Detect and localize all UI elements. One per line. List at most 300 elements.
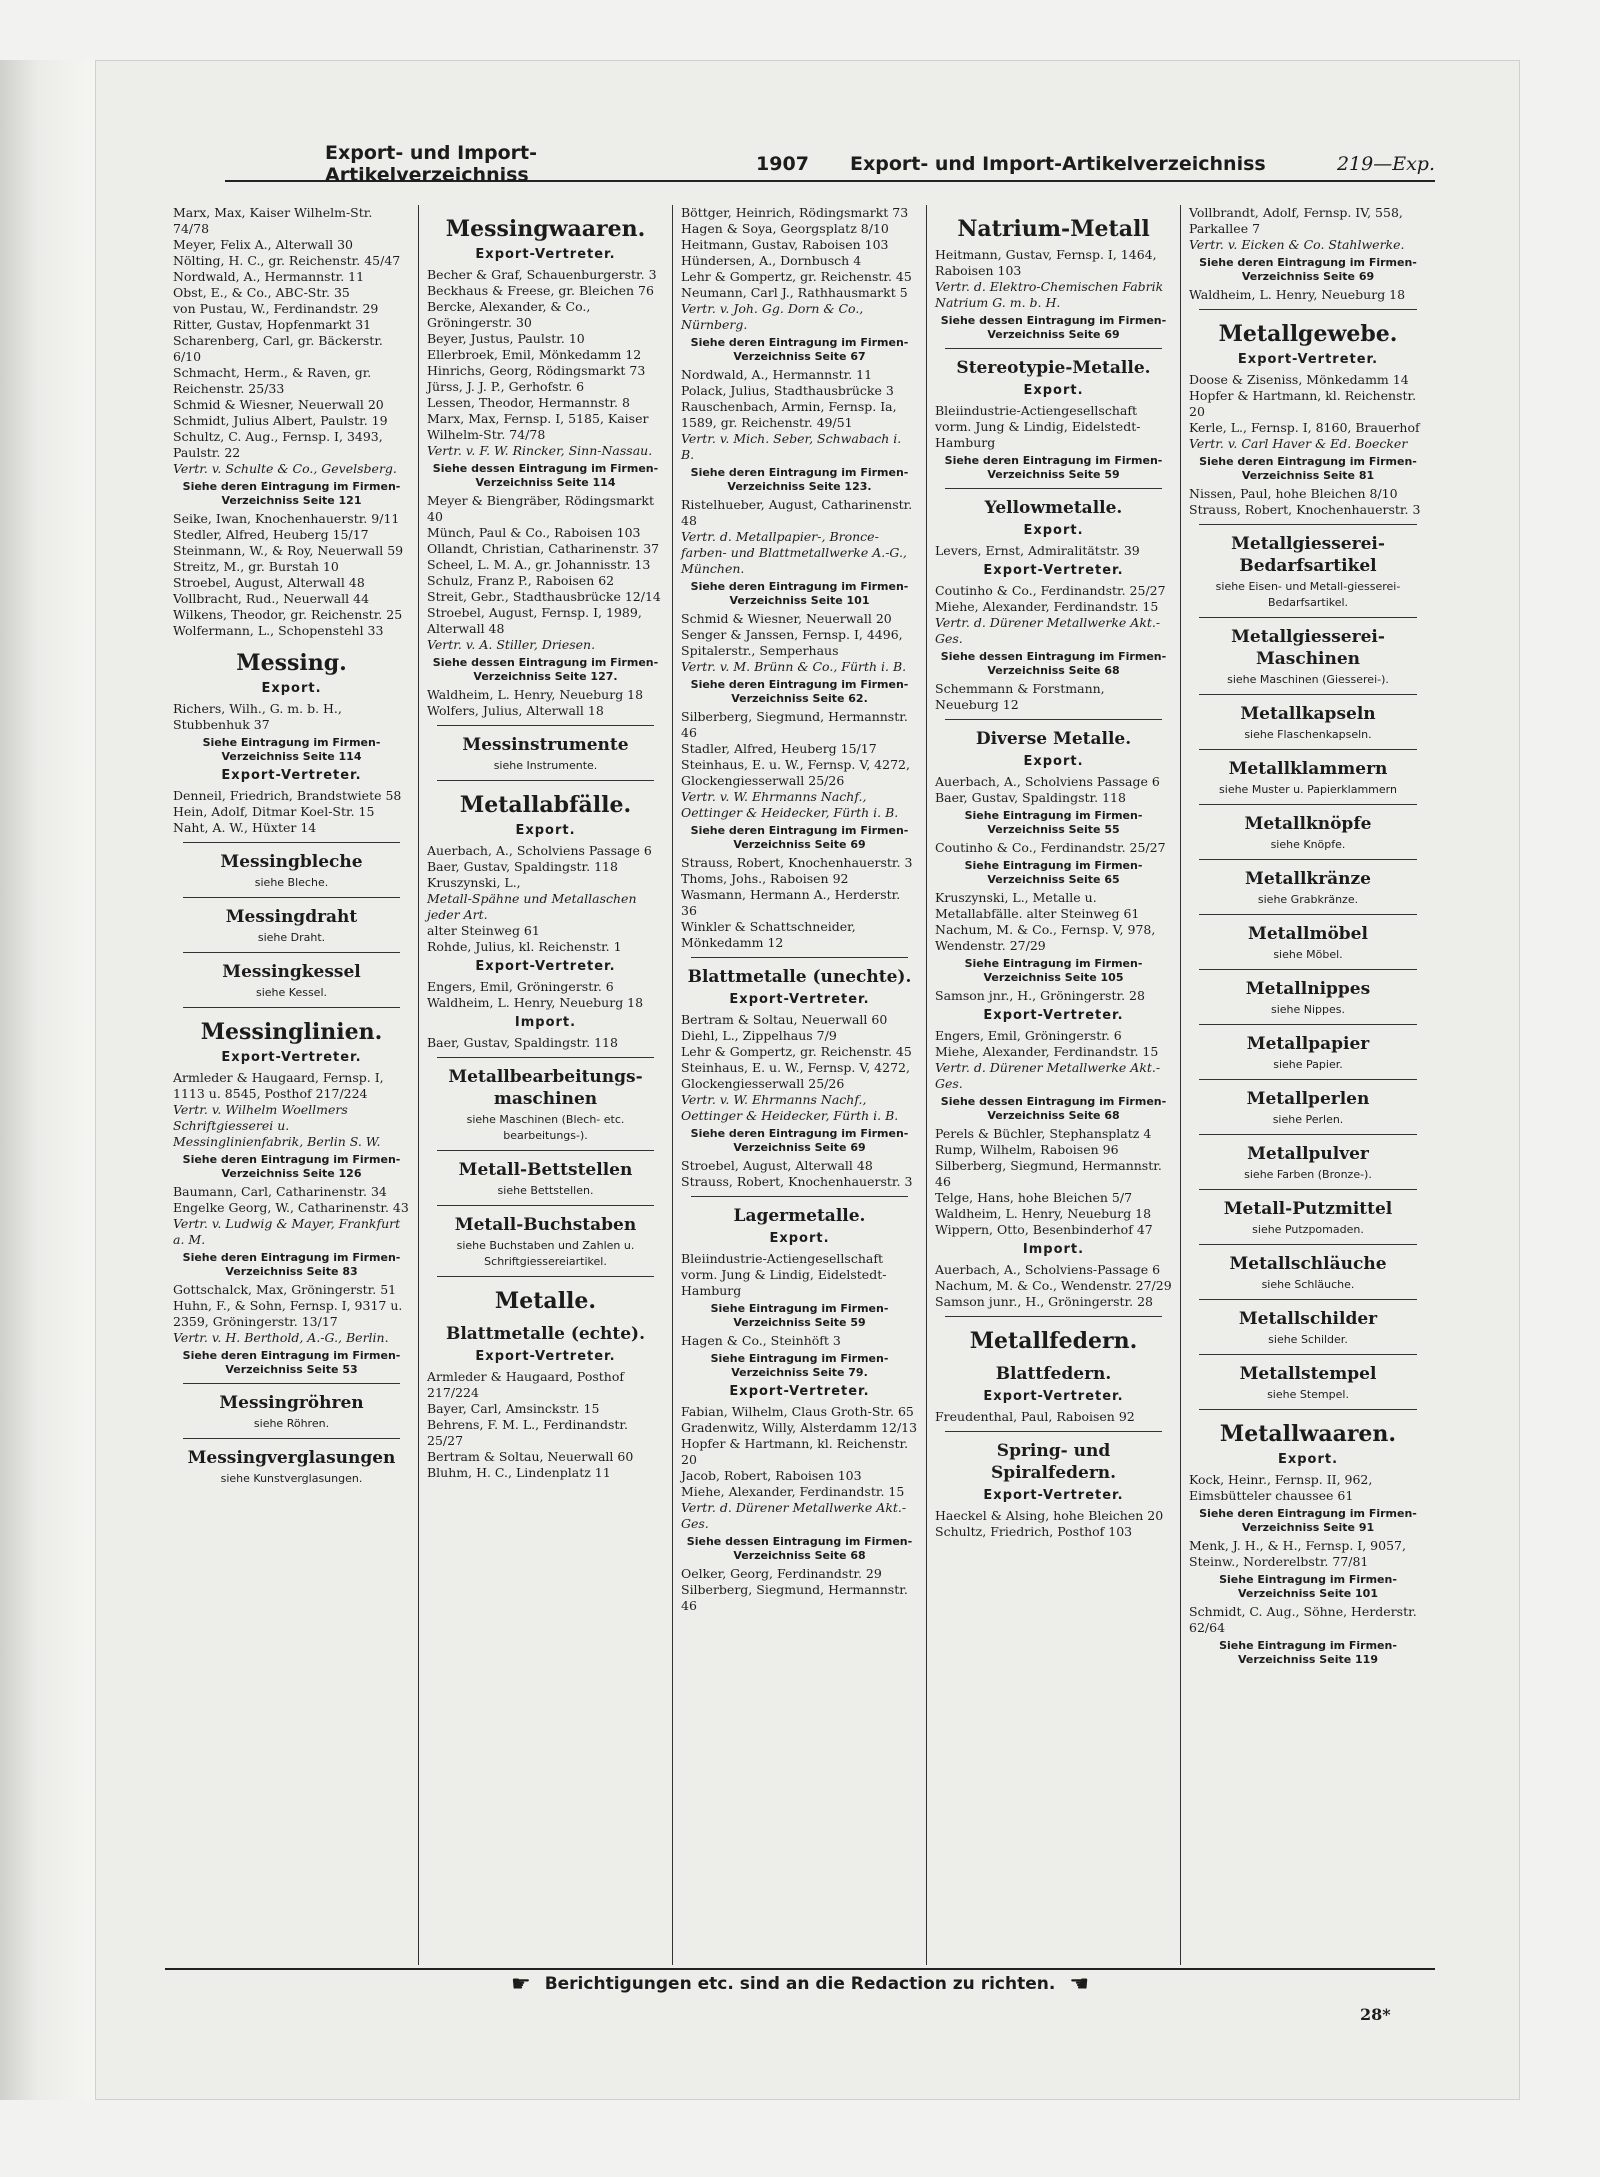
column-1 — [165, 205, 419, 1965]
category-heading: Natrium-Metall — [957, 216, 1150, 242]
cross-reference-note: Siehe deren Eintragung im Firmen-Verzeichniss Seite 126 — [182, 1153, 401, 1180]
directory-entry: Haeckel & Alsing, hohe Bleichen 20 — [935, 1508, 1164, 1523]
cross-reference-note: Siehe deren Eintragung im Firmen-Verzeichniss Seite 91 — [1199, 1507, 1417, 1534]
representation-note: Vertr. v. H. Berthold, A.-G., Berlin. — [173, 1330, 389, 1345]
directory-entry: Hündersen, A., Dornbusch 4 — [681, 253, 862, 268]
representation-note: Vertr. v. A. Stiller, Driesen. — [427, 637, 596, 652]
directory-entry: Freudenthal, Paul, Raboisen 92 — [935, 1409, 1135, 1424]
directory-entry: von Pustau, W., Ferdinandstr. 29 — [173, 301, 379, 316]
see-also-note: siehe Knöpfe. — [1270, 838, 1346, 851]
see-also-note: siehe Instrumente. — [493, 759, 598, 772]
directory-entry: Doose & Ziseniss, Mönkedamm 14 — [1189, 372, 1409, 387]
section-label: Export. — [515, 823, 576, 838]
category-subheading: Messinstrumente — [462, 735, 629, 755]
category-heading: Messing. — [236, 650, 347, 676]
footer-note: Berichtigungen etc. sind an die Redaction zu richten. — [544, 1974, 1056, 1994]
section-label: Export-Vertreter. — [983, 563, 1124, 578]
directory-entry: Lessen, Theodor, Hermannstr. 8 — [427, 395, 630, 410]
directory-entry: Schultz, Friedrich, Posthof 103 — [935, 1524, 1133, 1539]
directory-entry: Heitmann, Gustav, Fernsp. I, 1464, Raboisen 103 — [935, 247, 1157, 278]
column-2 — [419, 205, 673, 1965]
category-subheading: Messingdraht — [225, 907, 358, 927]
category-heading: Metalle. — [494, 1288, 597, 1314]
cross-reference-note: Siehe deren Eintragung im Firmen-Verzeichniss Seite 81 — [1199, 455, 1417, 482]
cross-reference-note: Siehe dessen Eintragung im Firmen-Verzeichniss Seite 68 — [940, 1095, 1167, 1122]
representation-note: Vertr. d. Metallpapier-, Bronce-farben- und Blattmetallwerke A.-G., München. — [681, 529, 907, 576]
category-subheading: Yellowmetalle. — [984, 498, 1123, 518]
category-subheading: Metallgiesserei-Maschinen — [1231, 627, 1385, 669]
directory-entry: Bertram & Soltau, Neuerwall 60 — [427, 1449, 634, 1464]
section-divider — [183, 952, 400, 953]
see-also-note: siehe Grabkränze. — [1257, 893, 1359, 906]
directory-entry: alter Steinweg 61 — [427, 923, 540, 938]
directory-entry: Seike, Iwan, Knochenhauerstr. 9/11 — [173, 511, 400, 526]
directory-entry: Rohde, Julius, kl. Reichenstr. 1 — [427, 939, 622, 954]
directory-entry: Streitz, M., gr. Burstah 10 — [173, 559, 339, 574]
representation-note: Vertr. v. Joh. Gg. Dorn & Co., Nürnberg. — [681, 301, 864, 332]
section-divider — [1199, 859, 1417, 860]
category-subheading: Blattmetalle (unechte). — [687, 967, 912, 987]
directory-entry: Denneil, Friedrich, Brandstwiete 58 — [173, 788, 402, 803]
section-divider — [1199, 694, 1417, 695]
category-subheading: Metallkränze — [1245, 869, 1371, 889]
directory-entry: Wippern, Otto, Besenbinderhof 47 — [935, 1222, 1153, 1237]
directory-entry: Auerbach, A., Scholviens Passage 6 — [935, 774, 1160, 789]
section-divider — [183, 1438, 400, 1439]
cross-reference-note: Siehe deren Eintragung im Firmen-Verzeichniss Seite 62. — [690, 678, 909, 705]
section-divider — [1199, 1409, 1417, 1410]
directory-entry: Polack, Julius, Stadthausbrücke 3 — [681, 383, 894, 398]
directory-entry: Bercke, Alexander, & Co., Gröningerstr. 30 — [427, 299, 591, 330]
see-also-note: siehe Schläuche. — [1261, 1278, 1355, 1291]
header-right-title: Export- und Import-Artikelverzeichniss — [850, 153, 1266, 175]
section-divider — [945, 1431, 1162, 1432]
representation-note: Vertr. v. W. Ehrmanns Nachf., Oettinger & Heidecker, Fürth i. B. — [681, 1092, 899, 1123]
section-divider — [437, 1150, 654, 1151]
section-divider — [183, 1007, 400, 1008]
section-label: Export-Vertreter. — [983, 1389, 1124, 1404]
directory-entry: Schmid & Wiesner, Neuerwall 20 — [681, 611, 892, 626]
section-divider — [945, 348, 1162, 349]
category-subheading: Metall-Putzmittel — [1223, 1199, 1393, 1219]
see-also-note: siehe Draht. — [257, 931, 326, 944]
category-heading: Metallabfälle. — [459, 792, 632, 818]
directory-entry: Lehr & Gompertz, gr. Reichenstr. 45 — [681, 1044, 912, 1059]
representation-note: Vertr. v. W. Ehrmanns Nachf., Oettinger & Heidecker, Fürth i. B. — [681, 789, 899, 820]
directory-entry: Schulz, Franz P., Raboisen 62 — [427, 573, 615, 588]
representation-note: Vertr. v. Mich. Seber, Schwabach i. B. — [681, 431, 902, 462]
directory-entry: Oelker, Georg, Ferdinandstr. 29 — [681, 1566, 882, 1581]
category-subheading: Metall-Bettstellen — [458, 1160, 633, 1180]
directory-entry: Armleder & Haugaard, Posthof 217/224 — [427, 1369, 625, 1400]
category-subheading: Lagermetalle. — [733, 1206, 866, 1226]
directory-entry: Neumann, Carl J., Rathhausmarkt 5 — [681, 285, 908, 300]
representation-note: Vertr. v. Eicken & Co. Stahlwerke. — [1189, 237, 1405, 252]
representation-note: Vertr. d. Dürener Metallwerke Akt.-Ges. — [935, 615, 1161, 646]
see-also-note: siehe Kunstverglasungen. — [220, 1472, 363, 1485]
directory-entry: Schmacht, Herm., & Raven, gr. Reichenstr. 25/33 — [173, 365, 372, 396]
directory-entry: Baer, Gustav, Spaldingstr. 118 — [427, 1035, 618, 1050]
cross-reference-note: Siehe dessen Eintragung im Firmen-Verzeichniss Seite 69 — [940, 314, 1167, 341]
cross-reference-note: Siehe Eintragung im Firmen-Verzeichniss Seite 65 — [964, 859, 1143, 886]
directory-entry: Kerle, L., Fernsp. I, 8160, Brauerhof — [1189, 420, 1420, 435]
cross-reference-note: Siehe deren Eintragung im Firmen-Verzeichniss Seite 59 — [944, 454, 1163, 481]
section-divider — [945, 719, 1162, 720]
cross-reference-note: Siehe dessen Eintragung im Firmen-Verzeichniss Seite 127. — [432, 656, 659, 683]
pointing-hand-left-icon: ☚ — [1069, 1971, 1090, 1997]
section-divider — [437, 1276, 654, 1277]
directory-entry: Nissen, Paul, hohe Bleichen 8/10 — [1189, 486, 1398, 501]
category-subheading: Metallperlen — [1246, 1089, 1370, 1109]
section-divider — [691, 957, 908, 958]
directory-entry: Beckhaus & Freese, gr. Bleichen 76 — [427, 283, 654, 298]
see-also-note: siehe Buchstaben und Zahlen u. Schriftgiessereiartikel. — [456, 1239, 635, 1268]
section-divider — [1199, 309, 1417, 310]
representation-note: Vertr. v. Schulte & Co., Gevelsberg. — [173, 461, 397, 476]
cross-reference-note: Siehe dessen Eintragung im Firmen-Verzeichniss Seite 68 — [686, 1535, 913, 1562]
directory-entry: Bluhm, H. C., Lindenplatz 11 — [427, 1465, 611, 1480]
section-label: Export-Vertreter. — [475, 247, 616, 262]
section-divider — [1199, 1354, 1417, 1355]
representation-note: Vertr. d. Dürener Metallwerke Akt.-Ges. — [681, 1500, 907, 1531]
directory-entry: Silberberg, Siegmund, Hermannstr. 46 — [681, 709, 908, 740]
section-label: Export-Vertreter. — [221, 1050, 362, 1065]
section-divider — [1199, 617, 1417, 618]
directory-entry: Bleiindustrie-Actiengesellschaft vorm. Jung & Lindig, Eidelstedt-Hamburg — [935, 403, 1141, 450]
directory-entry: Naht, A. W., Hüxter 14 — [173, 820, 317, 835]
directory-entry: Engers, Emil, Gröningerstr. 6 — [935, 1028, 1122, 1043]
directory-entry: Beyer, Justus, Paulstr. 10 — [427, 331, 585, 346]
directory-entry: Armleder & Haugaard, Fernsp. I, 1113 u. 8545, Posthof 217/224 — [173, 1070, 384, 1101]
directory-entry: Gottschalck, Max, Gröningerstr. 51 — [173, 1282, 397, 1297]
category-subheading: Metallpapier — [1246, 1034, 1370, 1054]
directory-entry: Behrens, F. M. L., Ferdinandstr. 25/27 — [427, 1417, 628, 1448]
directory-entry: Ellerbroek, Emil, Mönkedamm 12 — [427, 347, 642, 362]
directory-entry: Kruszynski, L., — [427, 875, 521, 890]
section-divider — [1199, 1244, 1417, 1245]
directory-entry: Auerbach, A., Scholviens Passage 6 — [427, 843, 652, 858]
directory-entry: Thoms, Johs., Raboisen 92 — [681, 871, 849, 886]
header-left-title: Export- und Import-Artikelverzeichniss — [325, 142, 537, 186]
directory-entry: Miehe, Alexander, Ferdinandstr. 15 — [681, 1484, 905, 1499]
category-subheading: Messingkessel — [222, 962, 361, 982]
directory-entry: Strauss, Robert, Knochenhauerstr. 3 — [681, 855, 913, 870]
section-label: Export-Vertreter. — [221, 768, 362, 783]
directory-entry: Nachum, M. & Co., Wendenstr. 27/29 — [935, 1278, 1172, 1293]
section-divider — [1199, 749, 1417, 750]
see-also-note: siehe Schilder. — [1268, 1333, 1348, 1346]
cross-reference-note: Siehe Eintragung im Firmen-Verzeichniss Seite 79. — [710, 1352, 889, 1379]
section-divider — [945, 488, 1162, 489]
cross-reference-note: Siehe deren Eintragung im Firmen-Verzeichniss Seite 83 — [182, 1251, 401, 1278]
section-divider — [437, 780, 654, 781]
directory-entry: Menk, J. H., & H., Fernsp. I, 9057, Steinw., Norderelbstr. 77/81 — [1189, 1538, 1406, 1569]
header-year: 1907 — [756, 153, 809, 175]
directory-entry: Steinhaus, E. u. W., Fernsp. V, 4272, Glockengiesserwall 25/26 — [681, 757, 910, 788]
directory-entry: Hagen & Soya, Georgsplatz 8/10 — [681, 221, 889, 236]
directory-entry: Wolfermann, L., Schopenstehl 33 — [173, 623, 384, 638]
section-label: Import. — [514, 1015, 577, 1030]
directory-entry: Bleiindustrie-Actiengesellschaft vorm. Jung & Lindig, Eidelstedt-Hamburg — [681, 1251, 887, 1298]
directory-entry: Meyer & Biengräber, Rödingsmarkt 40 — [427, 493, 654, 524]
book-spine — [0, 60, 97, 2100]
directory-entry: Steinhaus, E. u. W., Fernsp. V, 4272, Glockengiesserwall 25/26 — [681, 1060, 910, 1091]
cross-reference-note: Siehe dessen Eintragung im Firmen-Verzeichniss Seite 114 — [432, 462, 659, 489]
cross-reference-note: Siehe Eintragung im Firmen-Verzeichniss Seite 119 — [1219, 1639, 1397, 1666]
category-subheading: Metallstempel — [1239, 1364, 1377, 1384]
directory-entry: Samson jnr., H., Gröningerstr. 28 — [935, 988, 1145, 1003]
representation-note: Metall-Spähne und Metallaschen jeder Art. — [427, 891, 637, 922]
section-divider — [691, 1196, 908, 1197]
representation-note: Vertr. v. F. W. Rincker, Sinn-Nassau. — [427, 443, 653, 458]
directory-entry: Silberberg, Siegmund, Hermannstr. 46 — [935, 1158, 1162, 1189]
see-also-note: siehe Stempel. — [1267, 1388, 1349, 1401]
directory-entry: Wilkens, Theodor, gr. Reichenstr. 25 — [173, 607, 403, 622]
section-divider — [1199, 1079, 1417, 1080]
directory-entry: Hopfer & Hartmann, kl. Reichenstr. 20 — [1189, 388, 1417, 419]
directory-entry: Schmidt, C. Aug., Söhne, Herderstr. 62/64 — [1189, 1604, 1417, 1635]
see-also-note: siehe Nippes. — [1270, 1003, 1346, 1016]
section-divider — [1199, 804, 1417, 805]
section-divider — [1199, 914, 1417, 915]
column-4 — [927, 205, 1181, 1965]
cross-reference-note: Siehe deren Eintragung im Firmen-Verzeichniss Seite 69 — [690, 1127, 909, 1154]
category-heading: Metallfedern. — [969, 1328, 1138, 1354]
directory-entry: Coutinho & Co., Ferdinandstr. 25/27 — [935, 840, 1166, 855]
directory-entry: Hopfer & Hartmann, kl. Reichenstr. 20 — [681, 1436, 909, 1467]
category-subheading: Metallpulver — [1247, 1144, 1369, 1164]
category-heading: Metallwaaren. — [1219, 1421, 1397, 1447]
section-divider — [183, 842, 400, 843]
directory-entry: Wolfers, Julius, Alterwall 18 — [427, 703, 604, 718]
directory-entry: Hinrichs, Georg, Rödingsmarkt 73 — [427, 363, 646, 378]
column-5 — [1181, 205, 1435, 1965]
directory-entry: Waldheim, L. Henry, Neueburg 18 — [1189, 287, 1406, 302]
directory-entry: Lehr & Gompertz, gr. Reichenstr. 45 — [681, 269, 912, 284]
section-divider — [1199, 1134, 1417, 1135]
category-heading: Metallgewebe. — [1218, 321, 1398, 347]
category-subheading: Messingbleche — [220, 852, 363, 872]
section-label: Export. — [1023, 754, 1084, 769]
see-also-note: siehe Perlen. — [1272, 1113, 1344, 1126]
category-subheading: Blattfedern. — [995, 1364, 1112, 1384]
section-label: Export-Vertreter. — [475, 1349, 616, 1364]
cross-reference-note: Siehe deren Eintragung im Firmen-Verzeichniss Seite 69 — [1199, 256, 1417, 283]
directory-entry: Kruszynski, L., Metalle u. Metallabfälle. alter Steinweg 61 — [935, 890, 1140, 921]
directory-entry: Diehl, L., Zippelhaus 7/9 — [681, 1028, 837, 1043]
cross-reference-note: Siehe deren Eintragung im Firmen-Verzeichniss Seite 53 — [182, 1349, 401, 1376]
category-subheading: Metallkapseln — [1240, 704, 1376, 724]
directory-entry: Baer, Gustav, Spaldingstr. 118 — [935, 790, 1126, 805]
directory-entry: Engelke Georg, W., Catharinenstr. 43 — [173, 1200, 409, 1215]
see-also-note: siehe Putzpomaden. — [1252, 1223, 1364, 1236]
cross-reference-note: Siehe deren Eintragung im Firmen-Verzeichniss Seite 67 — [690, 336, 909, 363]
directory-entry: Nölting, H. C., gr. Reichenstr. 45/47 — [173, 253, 401, 268]
cross-reference-note: Siehe Eintragung im Firmen-Verzeichniss Seite 59 — [710, 1302, 889, 1329]
section-label: Export-Vertreter. — [729, 1384, 870, 1399]
category-subheading: Metall-Buchstaben — [454, 1215, 637, 1235]
directory-entry: Nordwald, A., Hermannstr. 11 — [173, 269, 365, 284]
cross-reference-note: Siehe deren Eintragung im Firmen-Verzeichniss Seite 69 — [690, 824, 909, 851]
directory-entry: Kock, Heinr., Fernsp. II, 962, Eimsbütteler chaussee 61 — [1189, 1472, 1373, 1503]
representation-note: Vertr. v. Ludwig & Mayer, Frankfurt a. M. — [173, 1216, 401, 1247]
directory-entry: Gradenwitz, Willy, Alsterdamm 12/13 — [681, 1420, 918, 1435]
category-subheading: Metallschilder — [1238, 1309, 1378, 1329]
header-page-ref: 219—Exp. — [1336, 153, 1435, 175]
page-footer — [165, 1968, 1435, 1998]
see-also-note: siehe Muster u. Papierklammern — [1219, 783, 1397, 796]
directory-entry: Strauss, Robert, Knochenhauerstr. 3 — [681, 1174, 913, 1189]
directory-entry: Waldheim, L. Henry, Neueburg 18 — [427, 995, 644, 1010]
section-divider — [437, 1205, 654, 1206]
section-divider — [1199, 1299, 1417, 1300]
directory-entry: Stroebel, August, Alterwall 48 — [173, 575, 365, 590]
directory-entry: Rauschenbach, Armin, Fernsp. Ia, 1589, gr. Reichenstr. 49/51 — [681, 399, 897, 430]
directory-entry: Miehe, Alexander, Ferdinandstr. 15 — [935, 599, 1159, 614]
directory-entry: Meyer, Felix A., Alterwall 30 — [173, 237, 354, 252]
cross-reference-note: Siehe Eintragung im Firmen-Verzeichniss Seite 105 — [964, 957, 1143, 984]
category-subheading: Stereotypie-Metalle. — [956, 358, 1151, 378]
category-subheading: Blattmetalle (echte). — [445, 1324, 646, 1344]
category-subheading: Diverse Metalle. — [975, 729, 1132, 749]
directory-entry: Stadler, Alfred, Heuberg 15/17 — [681, 741, 877, 756]
category-subheading: Metallschläuche — [1229, 1254, 1387, 1274]
directory-entry: Schultz, C. Aug., Fernsp. I, 3493, Paulstr. 22 — [173, 429, 383, 460]
see-also-note: siehe Flaschenkapseln. — [1244, 728, 1372, 741]
directory-entry: Rump, Wilhelm, Raboisen 96 — [935, 1142, 1119, 1157]
cross-reference-note: Siehe Eintragung im Firmen-Verzeichniss Seite 55 — [964, 809, 1143, 836]
directory-entry: Jürss, J. J. P., Gerhofstr. 6 — [427, 379, 585, 394]
directory-entry: Vollbrandt, Adolf, Fernsp. IV, 558, Parkallee 7 — [1189, 205, 1403, 236]
see-also-note: siehe Maschinen (Blech- etc. bearbeitungs-). — [466, 1113, 625, 1142]
section-label: Export. — [261, 681, 322, 696]
section-divider — [1199, 969, 1417, 970]
category-subheading: Metallklammern — [1228, 759, 1388, 779]
see-also-note: siehe Papier. — [1273, 1058, 1343, 1071]
directory-entry: Wasmann, Hermann A., Herderstr. 36 — [681, 887, 901, 918]
directory-entry: Baumann, Carl, Catharinenstr. 34 — [173, 1184, 387, 1199]
category-subheading: Metallknöpfe — [1244, 814, 1372, 834]
section-label: Export-Vertreter. — [983, 1008, 1124, 1023]
directory-entry: Bertram & Soltau, Neuerwall 60 — [681, 1012, 888, 1027]
page-number: 28* — [1360, 2005, 1391, 2024]
section-divider — [437, 725, 654, 726]
directory-entry: Böttger, Heinrich, Rödingsmarkt 73 — [681, 205, 909, 220]
directory-entry: Heitmann, Gustav, Raboisen 103 — [681, 237, 889, 252]
category-subheading: Messingverglasungen — [187, 1448, 396, 1468]
directory-entry: Huhn, F., & Sohn, Fernsp. I, 9317 u. 2359, Gröningerstr. 13/17 — [173, 1298, 403, 1329]
section-divider — [1199, 1189, 1417, 1190]
directory-entry: Strauss, Robert, Knochenhauerstr. 3 — [1189, 502, 1421, 517]
section-divider — [437, 1057, 654, 1058]
category-subheading: Metallgiesserei-Bedarfsartikel — [1231, 534, 1385, 576]
section-divider — [945, 1316, 1162, 1317]
see-also-note: siehe Farben (Bronze-). — [1244, 1168, 1372, 1181]
category-subheading: Metallmöbel — [1248, 924, 1368, 944]
directory-entry: Ollandt, Christian, Catharinenstr. 37 — [427, 541, 660, 556]
directory-entry: Hein, Adolf, Ditmar Koel-Str. 15 — [173, 804, 375, 819]
directory-entry: Winkler & Schattschneider, Mönkedamm 12 — [681, 919, 856, 950]
section-label: Export. — [1023, 383, 1084, 398]
directory-entry: Perels & Büchler, Stephansplatz 4 — [935, 1126, 1152, 1141]
directory-entry: Senger & Janssen, Fernsp. I, 4496, Spitalerstr., Semperhaus — [681, 627, 903, 658]
cross-reference-note: Siehe Eintragung im Firmen-Verzeichniss Seite 101 — [1219, 1573, 1397, 1600]
section-label: Export-Vertreter. — [729, 992, 870, 1007]
section-label: Export. — [769, 1231, 830, 1246]
category-subheading: Spring- und Spiralfedern. — [990, 1441, 1117, 1483]
directory-entry: Waldheim, L. Henry, Neueburg 18 — [935, 1206, 1152, 1221]
directory-entry: Schmid & Wiesner, Neuerwall 20 — [173, 397, 384, 412]
see-also-note: siehe Röhren. — [253, 1417, 330, 1430]
directory-entry: Vollbracht, Rud., Neuerwall 44 — [173, 591, 370, 606]
page-header — [225, 142, 1435, 186]
section-label: Export-Vertreter. — [983, 1488, 1124, 1503]
directory-entry: Stroebel, August, Alterwall 48 — [681, 1158, 873, 1173]
directory-entry: Richers, Wilh., G. m. b. H., Stubbenhuk 37 — [173, 701, 342, 732]
directory-entry: Auerbach, A., Scholviens-Passage 6 — [935, 1262, 1161, 1277]
directory-entry: Münch, Paul & Co., Raboisen 103 — [427, 525, 641, 540]
category-heading: Messinglinien. — [200, 1019, 383, 1045]
directory-entry: Schmidt, Julius Albert, Paulstr. 19 — [173, 413, 388, 428]
directory-entry: Bayer, Carl, Amsinckstr. 15 — [427, 1401, 600, 1416]
section-label: Export. — [1023, 523, 1084, 538]
cross-reference-note: Siehe Eintragung im Firmen-Verzeichniss Seite 114 — [202, 736, 381, 763]
directory-entry: Steinmann, W., & Roy, Neuerwall 59 — [173, 543, 404, 558]
directory-entry: Marx, Max, Fernsp. I, 5185, Kaiser Wilhelm-Str. 74/78 — [427, 411, 649, 442]
cross-reference-note: Siehe dessen Eintragung im Firmen-Verzeichniss Seite 68 — [940, 650, 1167, 677]
directory-entry: Becher & Graf, Schauenburgerstr. 3 — [427, 267, 657, 282]
cross-reference-note: Siehe deren Eintragung im Firmen-Verzeichniss Seite 123. — [690, 466, 909, 493]
section-divider — [1199, 524, 1417, 525]
cross-reference-note: Siehe deren Eintragung im Firmen-Verzeichniss Seite 101 — [690, 580, 909, 607]
directory-entry: Scharenberg, Carl, gr. Bäckerstr. 6/10 — [173, 333, 383, 364]
see-also-note: siehe Kessel. — [255, 986, 327, 999]
section-label: Import. — [1022, 1242, 1085, 1257]
directory-entry: Ristelhueber, August, Catharinenstr. 48 — [681, 497, 913, 528]
see-also-note: siehe Möbel. — [1273, 948, 1343, 961]
representation-note: Vertr. v. Wilhelm Woellmers Schriftgiesserei u. Messinglinienfabrik, Berlin S. W. — [173, 1102, 381, 1149]
directory-entry: Jacob, Robert, Raboisen 103 — [681, 1468, 862, 1483]
directory-entry: Nordwald, A., Hermannstr. 11 — [681, 367, 873, 382]
directory-entry: Hagen & Co., Steinhöft 3 — [681, 1333, 841, 1348]
category-heading: Messingwaaren. — [445, 216, 646, 242]
column-3 — [673, 205, 927, 1965]
directory-entry: Obst, E., & Co., ABC-Str. 35 — [173, 285, 350, 300]
section-label: Export-Vertreter. — [1237, 352, 1379, 367]
directory-entry: Telge, Hans, hohe Bleichen 5/7 — [935, 1190, 1133, 1205]
see-also-note: siehe Maschinen (Giesserei-). — [1227, 673, 1389, 686]
directory-entry: Marx, Max, Kaiser Wilhelm-Str. 74/78 — [173, 205, 373, 236]
pointing-hand-right-icon: ☛ — [510, 1971, 531, 1997]
directory-entry: Samson junr., H., Gröningerstr. 28 — [935, 1294, 1154, 1309]
directory-entry: Waldheim, L. Henry, Neueburg 18 — [427, 687, 644, 702]
see-also-note: siehe Bettstellen. — [497, 1184, 594, 1197]
directory-entry: Engers, Emil, Gröningerstr. 6 — [427, 979, 614, 994]
category-subheading: Metallbearbeitungs-maschinen — [448, 1067, 643, 1109]
directory-entry: Levers, Ernst, Admiralitätstr. 39 — [935, 543, 1140, 558]
directory-entry: Ritter, Gustav, Hopfenmarkt 31 — [173, 317, 372, 332]
section-label: Export. — [1277, 1452, 1339, 1467]
category-subheading: Metallnippes — [1245, 979, 1371, 999]
representation-note: Vertr. d. Dürener Metallwerke Akt.-Ges. — [935, 1060, 1161, 1091]
see-also-note: siehe Bleche. — [254, 876, 329, 889]
category-subheading: Messingröhren — [219, 1393, 364, 1413]
directory-entry: Stedler, Alfred, Heuberg 15/17 — [173, 527, 369, 542]
directory-entry: Silberberg, Siegmund, Hermannstr. 46 — [681, 1582, 908, 1613]
see-also-note: siehe Eisen- und Metall-giesserei-Bedarfsartikel. — [1215, 580, 1401, 609]
directory-entry: Coutinho & Co., Ferdinandstr. 25/27 — [935, 583, 1166, 598]
directory-entry: Miehe, Alexander, Ferdinandstr. 15 — [935, 1044, 1159, 1059]
